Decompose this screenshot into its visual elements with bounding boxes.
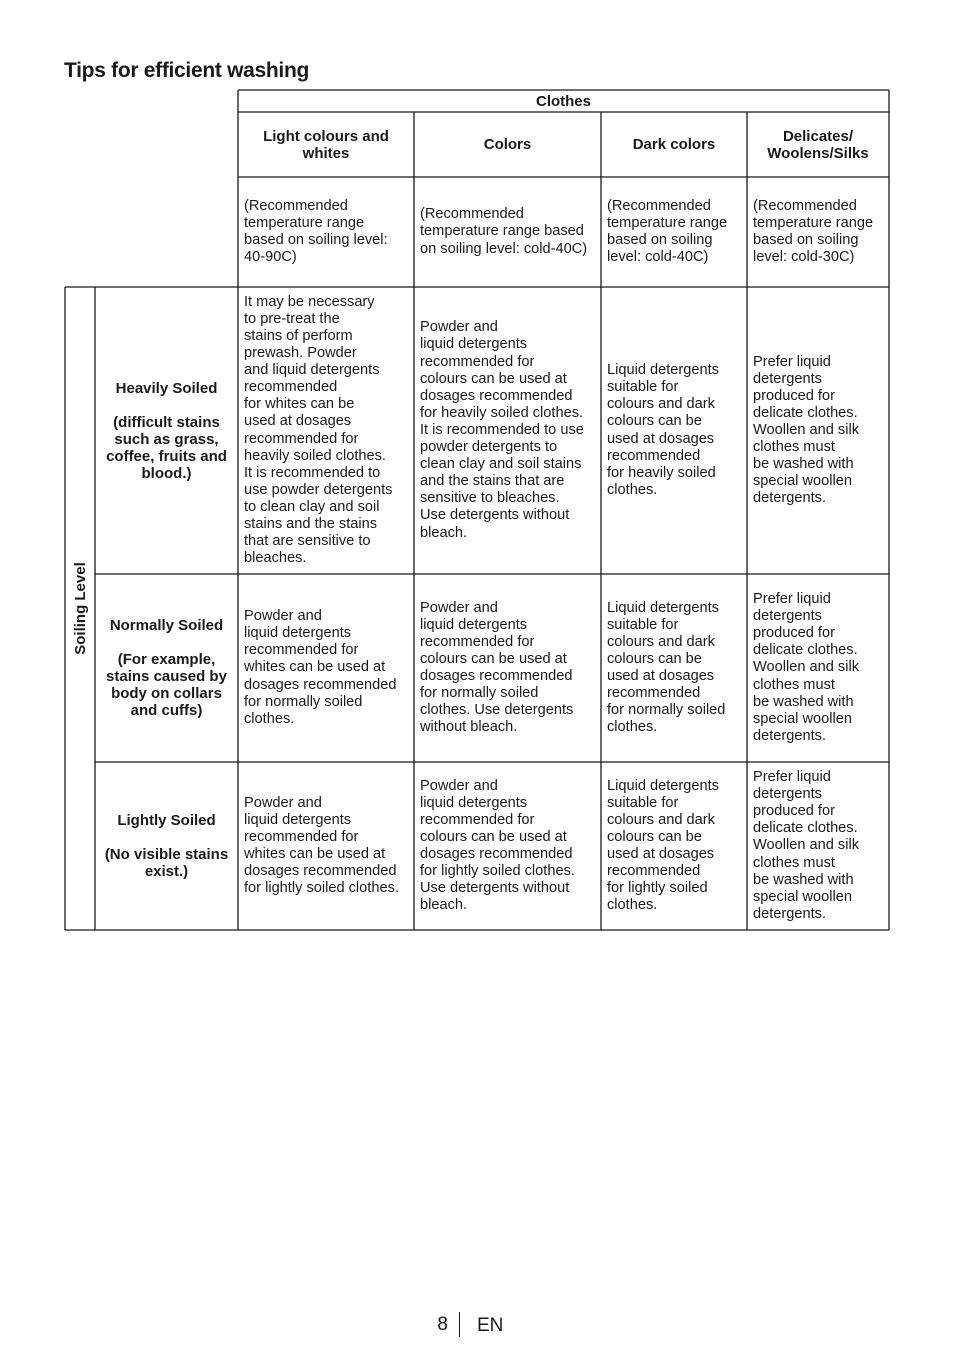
table-cell: Powder and liquid detergents recommended for whites can be used at dosages recommended for normally soiled clothes. — [244, 608, 397, 727]
soiling-level-label: Soiling Level — [71, 562, 89, 655]
soil-level-title: Lightly Soiled — [117, 812, 216, 829]
table-cell: Powder and liquid detergents recommended for colours can be used at dosages recommended for lightly soiled clothes. Use detergents without bleach. — [420, 777, 575, 914]
table-cell: Powder and liquid detergents recommended for colours can be used at dosages recommended for normally soiled clothes. Use detergents without bleach. — [420, 599, 574, 736]
soil-level-title: Heavily Soiled — [115, 379, 218, 397]
table-cell: Prefer liquid detergents produced for delicate clothes. Woollen and silk clothes must be washed with special woollen detergents. — [753, 769, 859, 922]
temperature-light-colours: (Recommended temperature range based on soiling level: 40-90C) — [244, 197, 388, 266]
table-cell: Liquid detergents suitable for colours and dark colours can be used at dosages recommended for normally soiled clothes. — [607, 599, 726, 736]
soil-level-description: (For example, stains caused by body on collars and cuffs) — [106, 651, 227, 719]
table-cell: Liquid detergents suitable for colours and dark colours can be used at dosages recommended for heavily soiled clothes. — [607, 362, 719, 498]
soil-level-title: Normally Soiled — [109, 617, 224, 634]
clothes-header: Clothes — [535, 92, 591, 110]
table-cell: Powder and liquid detergents recommended for whites can be used at dosages recommended for lightly soiled clothes. — [244, 794, 399, 897]
table-cell: It may be necessary to pre-treat the stains of perform prewash. Powder and liquid detergents recommended for whites can be used at dosages recommended for heavily soiled clothes. It is recommended to use powder detergents to clean clay and soil stains and the stains that are sensitive to bleaches. — [244, 293, 393, 567]
column-header-light-colours: Light colours and whites — [263, 127, 389, 162]
page-title: Tips for efficient washing — [64, 59, 310, 82]
language-code: EN — [477, 1315, 504, 1336]
column-header-dark-colors: Dark colors — [632, 136, 716, 153]
temperature-delicates: (Recommended temperature range based on soiling level: cold-30C) — [753, 197, 874, 266]
table-cell: Prefer liquid detergents produced for delicate clothes. Woollen and silk clothes must be washed with special woollen detergents. — [753, 591, 859, 744]
page-footer — [0, 1312, 954, 1340]
column-header-colors: Colors — [483, 136, 532, 153]
soil-level-description: (No visible stains exist.) — [104, 846, 229, 880]
temperature-dark-colors: (Recommended temperature range based on soiling level: cold-40C) — [607, 197, 728, 266]
column-header-delicates: Delicates/ Woolens/Silks — [767, 127, 869, 162]
row-header-lightly-soiled — [95, 762, 238, 930]
soil-level-description: (difficult stains such as grass, coffee, fruits and blood.) — [106, 413, 227, 482]
table-cell: Prefer liquid detergents produced for delicate clothes. Woollen and silk clothes must be washed with special woollen detergents. — [753, 353, 859, 507]
table-cell: Liquid detergents suitable for colours and dark colours can be used at dosages recommended for lightly soiled clothes. — [607, 777, 719, 914]
table-cell: Powder and liquid detergents recommended for colours can be used at dosages recommended for heavily soiled clothes. It is recommended to use powder detergents to clean clay and soil stains and the stains that are sensitive to bleaches. Use detergents without bleach. — [420, 319, 584, 541]
row-header-heavily-soiled — [95, 287, 238, 574]
footer-divider — [459, 1312, 460, 1337]
page-number: 8 — [437, 1314, 448, 1335]
row-header-normally-soiled — [95, 574, 238, 762]
temperature-colors: (Recommended temperature range based on soiling level: cold-40C) — [420, 206, 588, 257]
